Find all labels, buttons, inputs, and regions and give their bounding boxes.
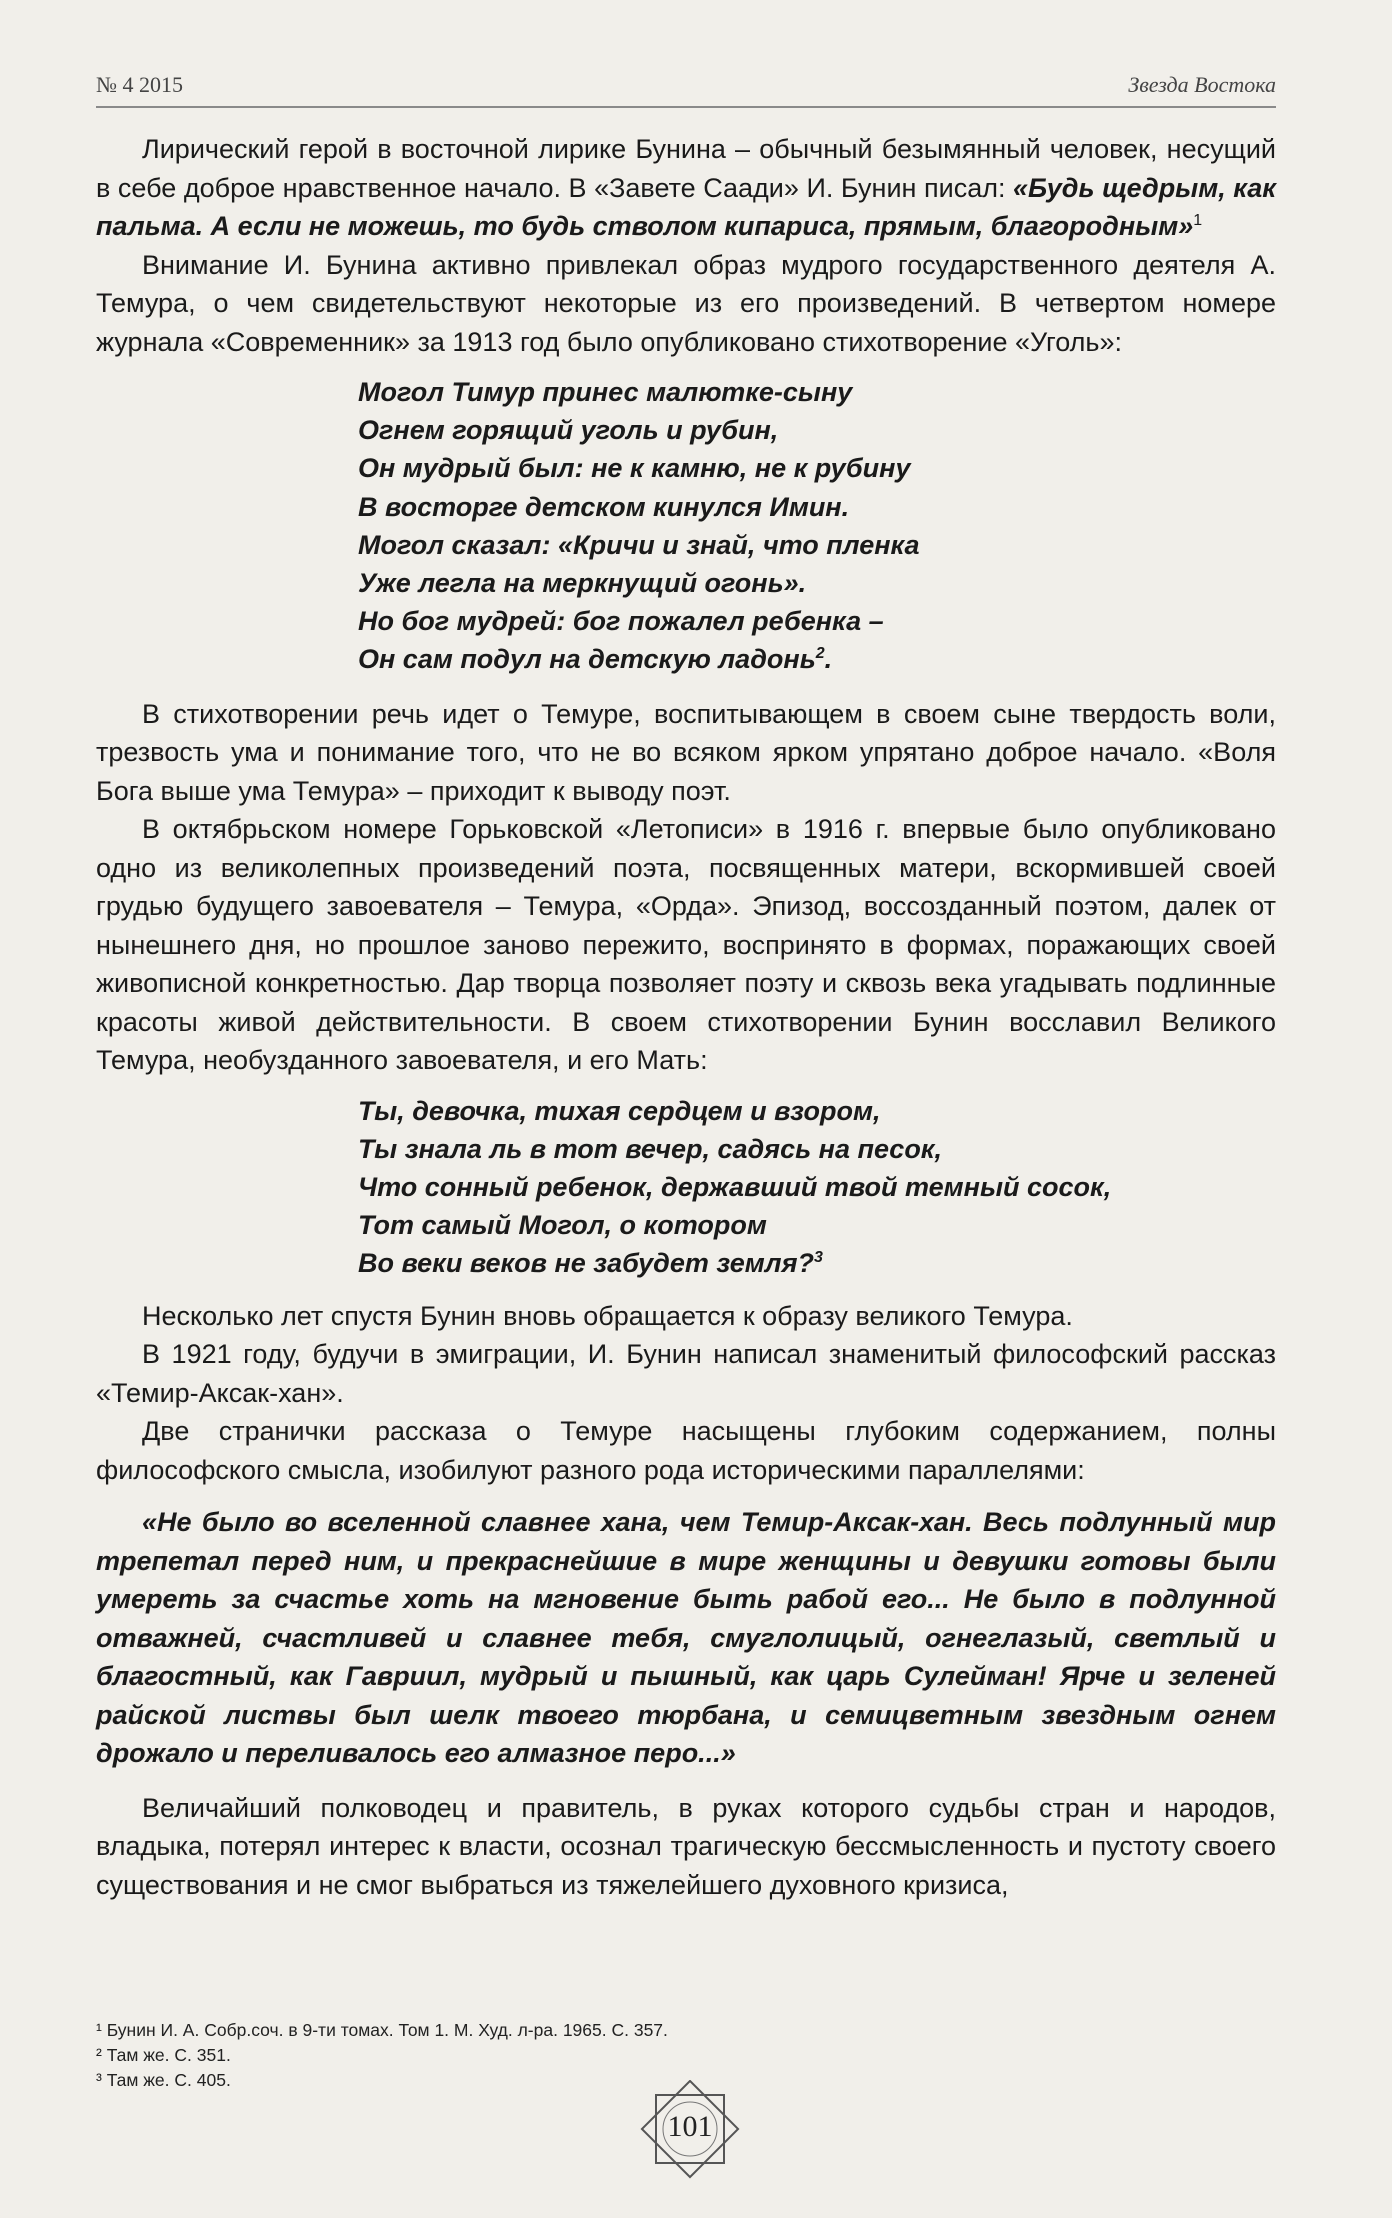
footnote-1: ¹ Бунин И. А. Собр.соч. в 9-ти томах. Том 1. М. Худ. л-ра. 1965. С. 357. bbox=[96, 2020, 668, 2040]
poem-line: Он мудрый был: не к камню, не к рубину bbox=[358, 453, 911, 484]
journal-title: Звезда Востока bbox=[1128, 72, 1276, 97]
poem-line: Но бог мудрей: бог пожалел ребенка – bbox=[358, 606, 884, 637]
paragraph-2: Внимание И. Бунина активно привлекал образ мудрого государственного деятеля А. Темура, о чем свидетельствуют некоторые из его произведений. В четвертом номере журнала «Современник» за 1913 год было опубликовано стихотворение «Уголь»: bbox=[96, 249, 1276, 357]
footnote-ref-2: 2 bbox=[815, 645, 825, 663]
footnote-ref-1: 1 bbox=[1193, 212, 1203, 229]
issue-number: № 4 2015 bbox=[96, 72, 183, 97]
running-header bbox=[96, 70, 1276, 108]
poem-line bbox=[358, 640, 1276, 678]
poem-line: Могол Тимур принес малютке-сыну bbox=[358, 377, 853, 407]
paragraph-6: В 1921 году, будучи в эмиграции, И. Бунин написал знаменитый философский рассказ «Темир-Аксак-хан». bbox=[96, 1339, 1276, 1408]
footnote-2: ² Там же. С. 351. bbox=[96, 2045, 231, 2065]
footnote-3: ³ Там же. С. 405. bbox=[96, 2070, 231, 2090]
saadi-quote: «Будь щедрым, как пальма. А если не можешь, то будь стволом кипариса, прямым, благородным» bbox=[96, 172, 1276, 241]
paragraph-7: Две странички рассказа о Темуре насыщены глубоким содержанием, полны философского смысла, изобилуют разного рода историческими параллелями: bbox=[96, 1416, 1276, 1485]
footnote-ref-3: 3 bbox=[813, 1249, 823, 1267]
poem-line: Могол сказал: «Кричи и знай, что пленка bbox=[358, 529, 920, 560]
footnotes bbox=[96, 2018, 996, 2093]
poem-line: Ты, девочка, тихая сердцем и взором, bbox=[358, 1095, 881, 1126]
page-number: 101 bbox=[667, 2110, 713, 2143]
paragraph-5: Несколько лет спустя Бунин вновь обращается к образу великого Темура. bbox=[142, 1300, 1073, 1331]
page-number-ornament bbox=[620, 2080, 760, 2190]
poem-ugol bbox=[358, 373, 1276, 679]
poem-line: Тот самый Могол, о котором bbox=[358, 1210, 767, 1241]
poem-line-end: . bbox=[824, 644, 833, 675]
poem-orda bbox=[358, 1092, 1276, 1283]
poem-line-text: Он сам подул на детскую ладонь bbox=[358, 644, 816, 675]
poem-line: Что сонный ребенок, державший твой темный сосок, bbox=[358, 1172, 1112, 1203]
paragraph-1 bbox=[96, 130, 1276, 246]
poem-line: В восторге детском кинулся Имин. bbox=[358, 491, 850, 522]
quote-text: «Не было во вселенной славнее хана, чем Темир-Аксак-хан. Весь подлунный мир трепетал перед ним, и прекраснейшие в мире женщины и девушки готовы были умереть за счастье хоть на мгновение быть рабой его... Не было в подлунной отважней, счастливей и славнее тебя, смуглолицый, огнеглазый, светлый и благостный, как Гавриил, мудрый и пышный, как царь Сулейман! Ярче и зеленей райской листвы был шелк твоего тюрбана, и семицветным звездным огнем дрожало и переливалось его алмазное перо...» bbox=[96, 1507, 1276, 1769]
paragraph-4: В октябрьском номере Горьковской «Летописи» в 1916 г. впервые было опубликовано одно из великолепных произведений поэта, посвященных матери, вскормившей своей грудью будущего завоевателя – Темура, «Орда». Эпизод, воссозданный поэтом, далек от нынешнего дня, но прошлое заново пережито, воспринято в формах, поражающих своей живописной конкретностью. Дар творца позволяет поэту и сквозь века угадывать подлинные красоты живой действительности. В своем стихотворении Бунин восславил Великого Темура, необузданного завоевателя, и его Мать: bbox=[96, 814, 1276, 1076]
poem-line: Уже легла на меркнущий огонь». bbox=[358, 568, 807, 599]
poem-line: Ты знала ль в тот вечер, садясь на песок, bbox=[358, 1133, 942, 1164]
poem-line: Огнем горящий уголь и рубин, bbox=[358, 415, 779, 446]
temir-aksak-quote bbox=[96, 1503, 1276, 1773]
article-body bbox=[96, 130, 1276, 1904]
paragraph-3: В стихотворении речь идет о Темуре, воспитывающем в своем сыне твердость воли, трезвость ума и понимание того, что не во всяком ярком упрятано доброе начало. «Воля Бога выше ума Темура» – приходит к выводу поэт. bbox=[96, 698, 1276, 806]
paragraph-8: Величайший полководец и правитель, в руках которого судьбы стран и народов, владыка, потерял интерес к власти, осознал трагическую бессмысленность и пустоту своего существования и не смог выбраться из тяжелейшего духовного кризиса, bbox=[96, 1792, 1276, 1900]
paragraph-1-text: Лирический герой в восточной лирике Бунина – обычный безымянный человек, несущий в себе доброе нравственное начало. В «Завете Саади» И. Бунин писал: bbox=[96, 134, 1276, 203]
poem-line-text: Во веки веков не забудет земля? bbox=[358, 1248, 814, 1279]
poem-line bbox=[358, 1244, 1276, 1282]
